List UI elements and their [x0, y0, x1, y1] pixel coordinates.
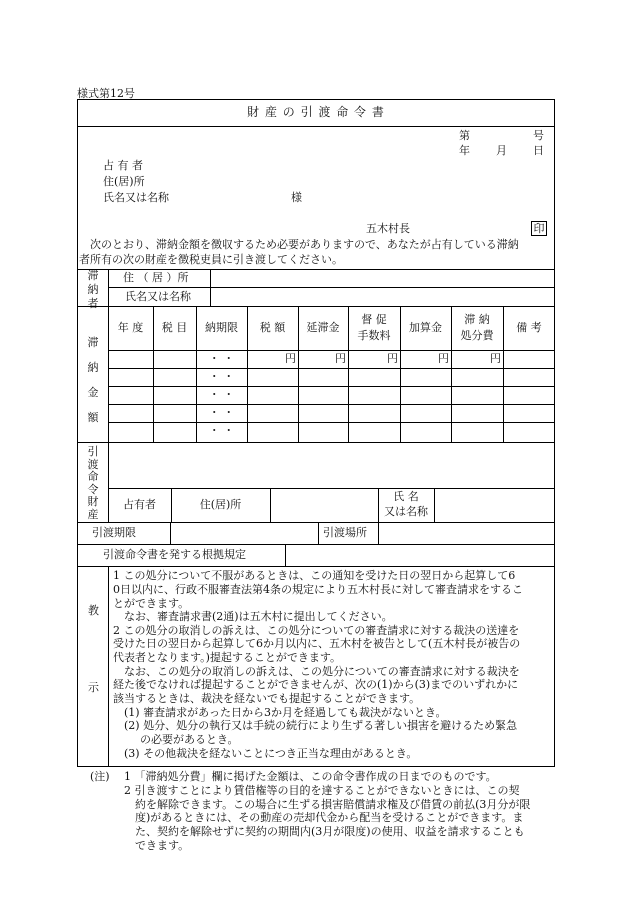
due-date-dots-2: ・ ・	[208, 370, 235, 383]
intro-line-1: 次のとおり、滞納金額を徴収するため必要がありますので、あなたが占有している滞納	[90, 238, 519, 251]
yen-disposal-fee: 円	[490, 352, 501, 365]
yen-tax-amount: 円	[285, 352, 296, 365]
due-date-dots-1: ・ ・	[208, 352, 235, 365]
date-day: 日	[533, 144, 544, 157]
yen-reminder-fee: 円	[387, 352, 398, 365]
instruction-line-2: 0日以内に、行政不服審査法第4条の規定により五木村長に対して審査請求をするこ	[113, 583, 523, 596]
note-line-6: できます。	[135, 839, 190, 852]
delinquent-name-label: 氏名又は名称	[125, 290, 191, 303]
instruction-line-11: (1) 審査請求があった日から3か月を経過しても裁決がないとき。	[124, 706, 447, 719]
instruction-line-14: (3) その他裁決を経ないことにつき正当な理由があるとき。	[124, 747, 418, 760]
col-remarks: 備 考	[516, 321, 542, 334]
instruction-line-10: 該当するときは、裁決を経ないでも提起することができます。	[113, 692, 421, 705]
honorific: 様	[291, 191, 302, 204]
instruction-line-12: (2) 処分、処分の執行又は手続の続行により生ずる著しい損害を避けるため緊急	[124, 719, 518, 732]
number-suffix: 号	[533, 129, 544, 142]
instruction-line-7: 代表者となります。)提起することができます。	[113, 651, 342, 664]
name-label: 氏名又は名称	[103, 191, 169, 204]
col-add-tax: 加算金	[409, 321, 442, 334]
instruction-line-9: 経た後でなければ提起することができませんが、次の(1)から(3)までのいずれかに	[113, 678, 519, 691]
note-line-4: 度)があるときには、その動産の売却代金から配当を受けることができます。ま	[135, 811, 524, 824]
instruction-line-5: 2 この処分の取消しの訴えは、この処分についての審査請求に対する裁決の送達を	[113, 624, 520, 637]
instruction-line-13: の必要があるとき。	[140, 733, 239, 746]
document-title: 財 産 の 引 渡 命 令 書	[247, 105, 385, 119]
delinquent-label: 滞 納 者	[87, 269, 99, 310]
seal-stamp: 印	[531, 221, 547, 236]
note-line-1: 1 「滞納処分費」欄に掲げた金額は、この命令書作成の日までのものです。	[124, 770, 497, 783]
due-date-dots-4: ・ ・	[208, 406, 235, 419]
basis-regulation-label: 引渡命令書を発する根拠規定	[103, 548, 246, 561]
address-label: 住(居)所	[103, 175, 145, 188]
instruction-line-3: とができます。	[113, 597, 190, 610]
property-name-label-2: 又は名称	[384, 505, 428, 518]
yen-add-tax: 円	[438, 352, 449, 365]
instruction-label-bottom: 示	[88, 681, 99, 694]
col-disposal-fee: 滞 納	[464, 313, 490, 326]
due-date-dots-5: ・ ・	[208, 424, 235, 437]
instruction-line-8: なお、この処分の取消しの訴えは、この処分についての審査請求に対する裁決を	[124, 665, 520, 678]
property-address-label: 住(居)所	[199, 498, 242, 511]
intro-line-2: 者所有の次の財産を徴税吏員に引き渡してください。	[79, 253, 343, 266]
property-label: 引 渡 命 令 財 産	[87, 445, 99, 521]
note-line-2: 2 引き渡すことにより賃借権等の目的を達することができないときには、この契	[124, 784, 520, 797]
form-number: 様式第12号	[77, 87, 135, 100]
amount-label: 滞 納 金 額	[87, 336, 99, 424]
delivery-place-label: 引渡場所	[323, 526, 367, 539]
notes-label: (注)	[90, 770, 110, 783]
issuer-name: 五木村長	[366, 222, 410, 235]
note-line-5: た、契約を解除せずに契約の期間内(3月が限度)の使用、収益を請求することも	[135, 825, 525, 838]
due-date-dots-3: ・ ・	[208, 388, 235, 401]
possessor-label: 占 有 者	[103, 159, 143, 172]
property-name-label: 氏 名	[393, 490, 419, 503]
instruction-line-4: なお、審査請求書(2通)は五木村に提出してください。	[124, 610, 393, 623]
delinquent-address-label: 住 （ 居 ）所	[123, 271, 189, 284]
col-due-date: 納期限	[205, 321, 238, 334]
col-reminder-fee: 督 促	[361, 313, 387, 326]
col-year: 年 度	[117, 321, 144, 334]
delivery-deadline-label: 引渡期限	[92, 526, 136, 539]
col-tax-item: 税 目	[161, 321, 188, 334]
number-prefix: 第	[459, 129, 470, 142]
col-disposal-fee-2: 処分費	[460, 329, 494, 342]
instruction-line-1: 1 この処分について不服があるときは、この通知を受けた日の翌日から起算して6	[113, 569, 516, 582]
date-year: 年	[459, 144, 470, 157]
col-late-fee: 延滞金	[306, 321, 340, 334]
col-reminder-fee-2: 手数料	[357, 329, 391, 342]
yen-late-fee: 円	[335, 352, 346, 365]
property-possessor-label: 占有者	[123, 498, 156, 511]
note-line-3: 約を解除できます。この場合に生ずる損害賠償請求権及び借賃の前払(3月分が限	[135, 798, 531, 811]
instruction-label-top: 教	[88, 604, 99, 617]
instruction-line-6: 受けた日の翌日から起算して6か月以内に、五木村を被告として(五木村長が被告の	[113, 637, 521, 650]
date-month: 月	[496, 144, 507, 157]
col-tax-amount: 税 額	[259, 321, 286, 334]
